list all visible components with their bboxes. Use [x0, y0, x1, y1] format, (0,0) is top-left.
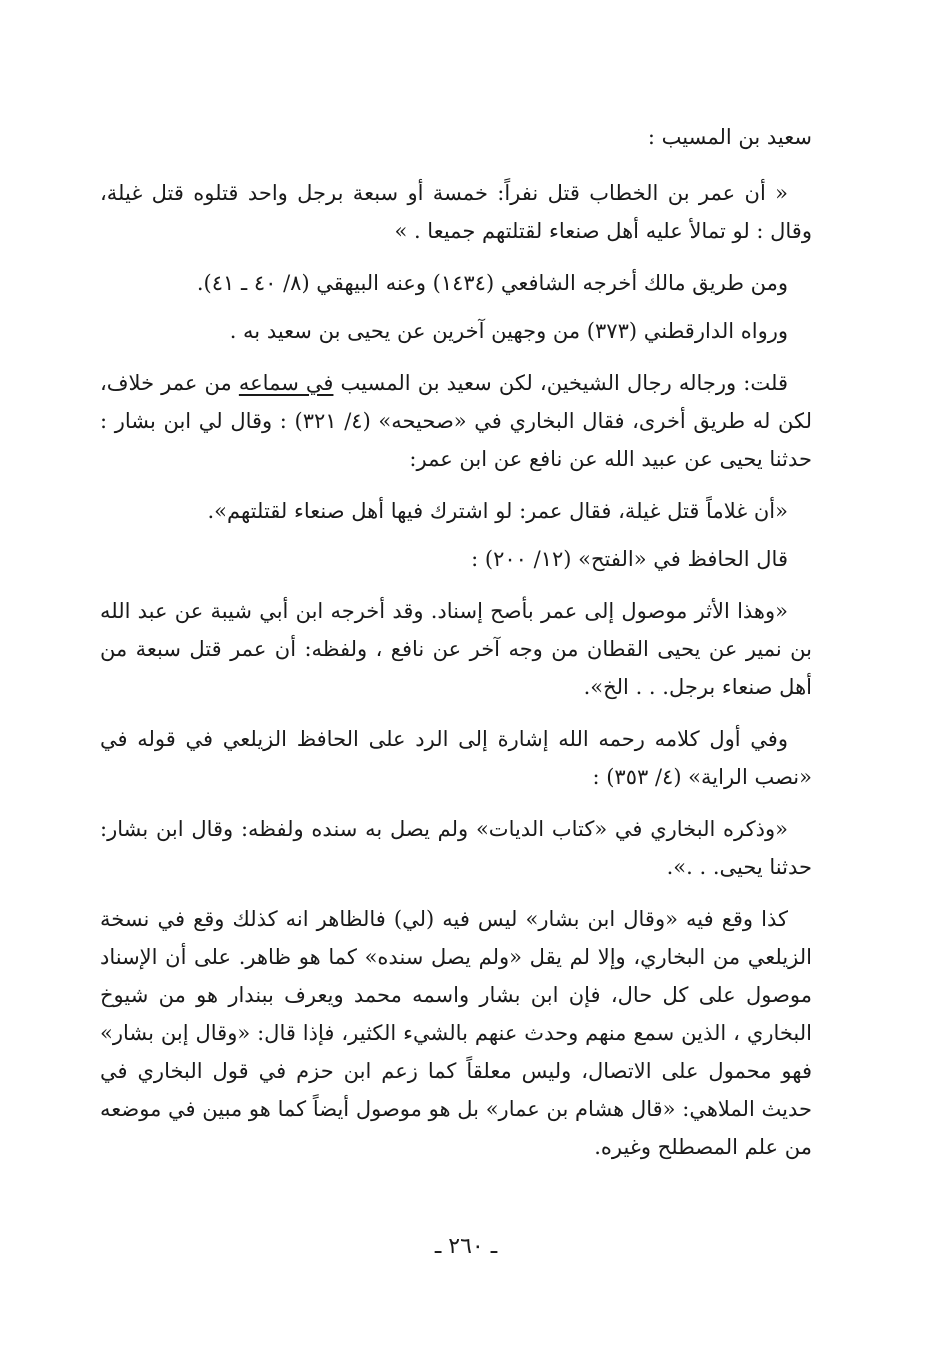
paragraph-8: وفي أول كلامه رحمه الله إشارة إلى الرد على الحافظ الزيلعي في قوله في «نصب الراية» (٤/ ٣٥٣) : [100, 727, 812, 789]
paragraph-4-part-a: قلت: ورجاله رجال الشيخين، لكن سعيد بن المسيب [333, 371, 788, 395]
page-number: ـ ٢٦٠ ـ [434, 1234, 498, 1259]
paragraph-4 [100, 364, 812, 478]
paragraph-7: «وهذا الأثر موصول إلى عمر بأصح إسناد. وقد أخرجه ابن أبي شيبة عن عبد الله بن نمير عن يحيى القطان من وجه آخر عن نافع ، ولفظه: أن عمر قتل سبعة من أهل صنعاء برجل. . . الخ». [100, 599, 812, 699]
paragraph-6: قال الحافظ في «الفتح» (١٢/ ٢٠٠) : [471, 547, 788, 571]
paragraph-1: « أن عمر بن الخطاب قتل نفراً: خمسة أو سبعة برجل واحد قتلوه قتل غيلة، وقال : لو تمالأ عليه أهل صنعاء لقتلتهم جميعا . » [100, 181, 812, 243]
heading: سعيد بن المسيب : [647, 125, 812, 149]
paragraph-2: ومن طريق مالك أخرجه الشافعي (١٤٣٤) وعنه البيهقي (٨/ ٤٠ ـ ٤١). [196, 271, 788, 295]
paragraph-4-part-b: من عمر خلاف، لكن له طريق أخرى، فقال البخاري في «صحيحه» (٤/ ٣٢١) : وقال لي ابن بشار : حدثنا يحيى عن عبيد الله عن نافع عن ابن عمر: [100, 371, 812, 471]
paragraph-3: ورواه الدارقطني (٣٧٣) من وجهين آخرين عن يحيى بن سعيد به . [229, 319, 788, 343]
document-body [100, 118, 812, 1166]
underlined-phrase: في سماعه [238, 371, 334, 395]
paragraph-9: «وذكره البخاري في «كتاب الديات» ولم يصل به سنده ولفظه: وقال ابن بشار: حدثنا يحيى. . .». [100, 817, 812, 879]
paragraph-5: «أن غلاماً قتل غيلة، فقال عمر: لو اشترك فيها أهل صنعاء لقتلتهم». [207, 499, 788, 523]
paragraph-10: كذا وقع فيه «وقال ابن بشار» ليس فيه (لي) فالظاهر انه كذلك وقع في نسخة الزيلعي من البخاري، وإلا لم يقل «ولم يصل سنده» كما هو ظاهر. على أن الإسناد موصول على كل حال، فإن ابن بشار واسمه محمد ويعرف ببندار هو من شيوخ البخاري ، الذين سمع منهم وحدث عنهم بالشيء الكثير، فإذا قال: «وقال إبن بشار» فهو محمول على الاتصال، وليس معلقاً كما زعم ابن حزم في قول البخاري في حديث الملاهي: «قال هشام بن عمار» بل هو موصول أيضاً كما هو مبين في موضعه من علم المصطلح وغيره. [100, 907, 812, 1159]
